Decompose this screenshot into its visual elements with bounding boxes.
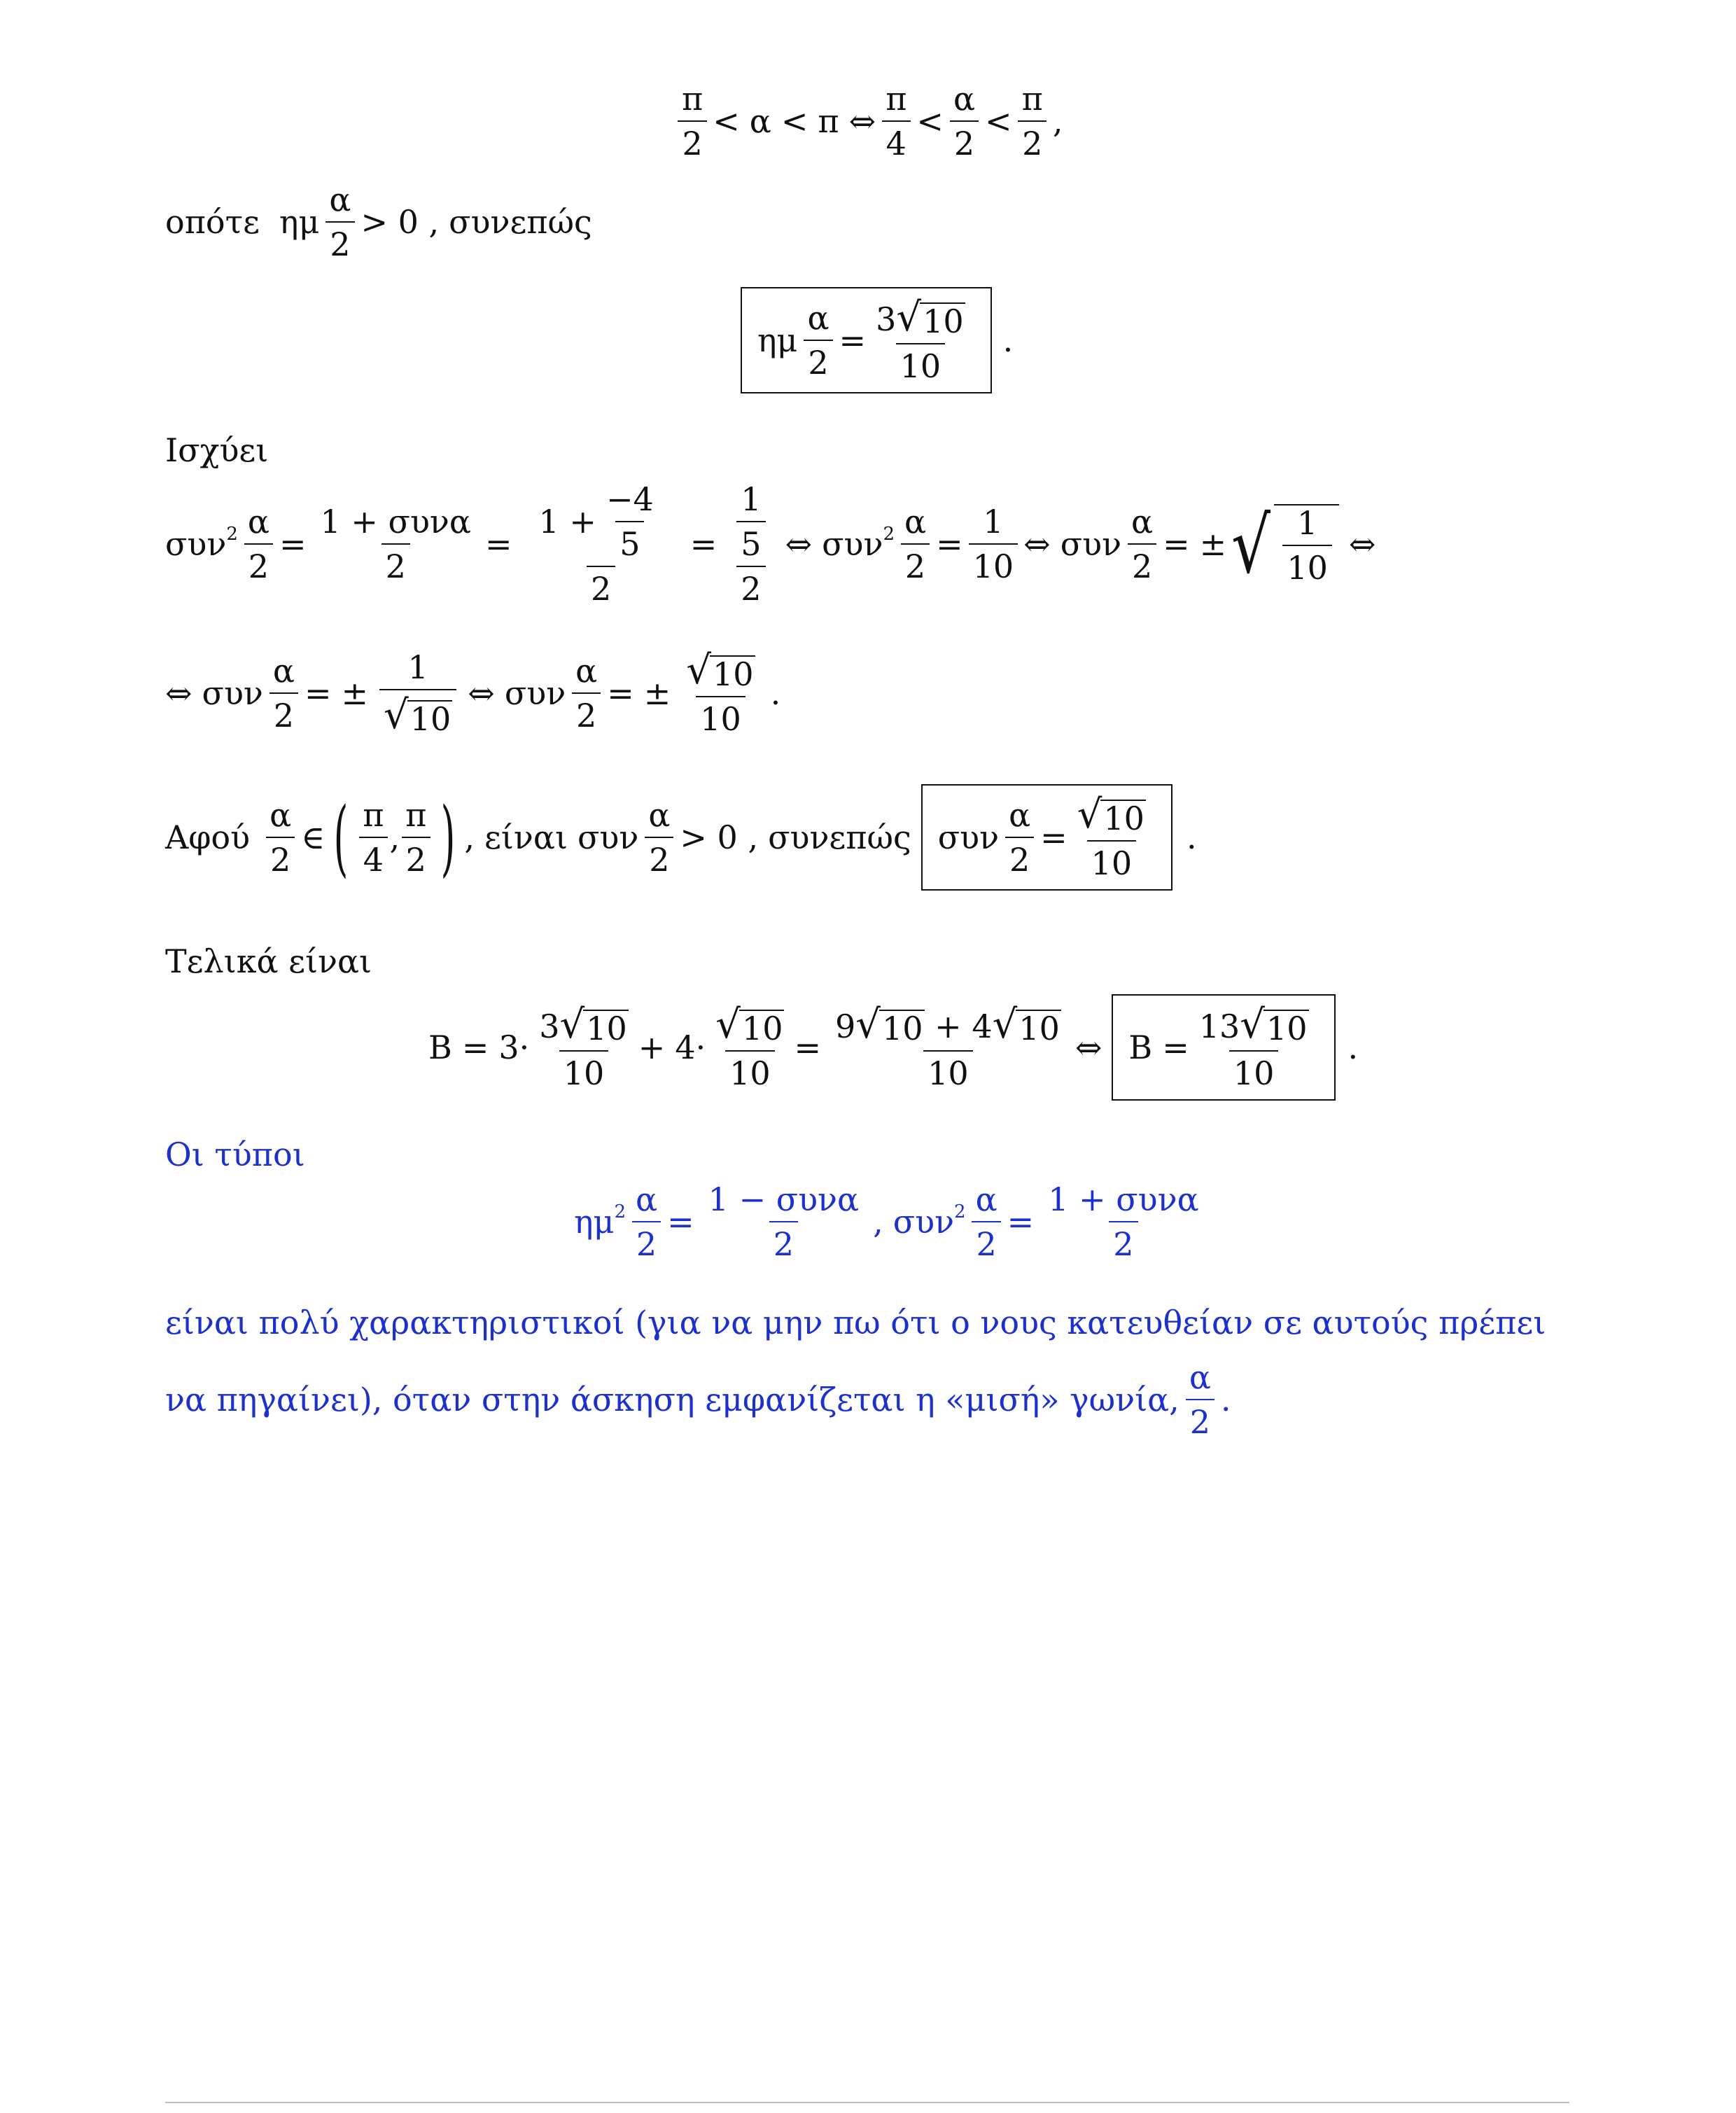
- fraction-alpha-over-2: $\frac{\alpha}{2}$: [571, 655, 601, 732]
- sqrt-symbol: √ $\frac{1}{10}$: [1226, 504, 1339, 584]
- fraction-alpha-over-2: $\frac{\alpha}{2}$: [972, 1183, 1002, 1260]
- result-box: ημ $\frac{\alpha}{2}$ = 3 √ 10 10: [741, 287, 992, 393]
- note-title: Οι τύποι: [165, 1136, 305, 1173]
- fraction-one-plus-cos: $\frac{\text{1 + συνα}}{2}$: [1048, 1180, 1199, 1263]
- boxed-result-eta: ημ $\frac{\alpha}{2}$ = 3 √ 10 10 .: [741, 287, 1013, 393]
- fraction-alpha-over-2: $\frac{\alpha}{2}$: [1127, 505, 1157, 583]
- note-text-line2: να πηγαίνει), όταν στην άσκηση εμφανίζεται η «μισή» γωνία, $\frac{\alpha}{2}$ .: [165, 1358, 1231, 1441]
- fraction-pi-over-2: $\frac{\pi}{2}$: [678, 83, 707, 160]
- sqrt-symbol: √ 10: [686, 648, 754, 693]
- fraction-alpha-over-2: $\frac{\alpha}{2}$: [265, 799, 295, 876]
- footer-divider: [165, 2102, 1569, 2103]
- fraction-alpha-over-2: $\frac{\alpha}{2}$: [325, 183, 355, 260]
- fraction-13sqrt10-over-10: 13 √ 10 10: [1198, 1002, 1308, 1092]
- fraction-sum: 9 √ 10 + 4 √ 10 10: [835, 1002, 1060, 1092]
- fraction-alpha-over-2: $\frac{\alpha}{2}$: [644, 799, 674, 876]
- equation-angle-range: $\frac{\pi}{2}$ < α < π ⇔ $\frac{\pi}{4}$ < $\frac{\alpha}{2}$ < $\frac{\pi}{2}$ ,: [672, 83, 1063, 160]
- fraction-minus4-over-5: $\frac{-4}{5}$: [606, 480, 654, 563]
- fraction-sqrt10-over-10: √ 10 10: [715, 1002, 783, 1092]
- fraction-sqrt10-over-10: √ 10 10: [686, 648, 754, 738]
- label-isxyei: Ισχύει: [165, 431, 269, 469]
- fraction-pi-over-4: $\frac{\pi}{4}$: [358, 799, 388, 876]
- fraction-pi-over-2: $\frac{\pi}{2}$: [1018, 83, 1047, 160]
- fraction-complex-a: 1 + $\frac{-4}{5}$ 2: [525, 483, 678, 605]
- fraction-1-over-sqrt10: 1 √ 10: [379, 651, 456, 735]
- sqrt-symbol: √ 10: [1077, 792, 1144, 837]
- sqrt-symbol: √ 10: [992, 1002, 1060, 1047]
- fraction-alpha-over-2: $\frac{\alpha}{2}$: [1185, 1361, 1215, 1438]
- sqrt-symbol: √ 10: [855, 1002, 923, 1047]
- fraction-alpha-over-2: $\frac{\alpha}{2}$: [803, 302, 833, 379]
- result-box: B = 13 √ 10 10: [1112, 994, 1335, 1101]
- fraction-3sqrt10-over-10: 3 √ 10 10: [539, 1002, 627, 1092]
- fraction-pi-over-4: $\frac{\pi}{4}$: [881, 83, 911, 160]
- fraction-3sqrt10-over-10: 3 √ 10 10: [876, 295, 964, 385]
- fraction-alpha-over-2: $\frac{\alpha}{2}$: [949, 83, 979, 160]
- fraction-alpha-over-2: $\frac{\alpha}{2}$: [631, 1183, 662, 1260]
- fraction-1-over-10: $\frac{1}{10}$: [969, 505, 1018, 583]
- sqrt-symbol: √ 10: [896, 295, 964, 340]
- fraction-one-plus-cos: $\frac{\text{1 + συνα}}{2}$: [320, 503, 471, 585]
- equation-cos-squared: συν $^2$ $\frac{\alpha}{2}$ = $\frac{\text{1 + συνα}}{2}$ = 1 + $\frac{-4}{5}$ 2 = $\frac{\frac{1}{5}}{2}$ ⇔ συν $^2$ $\frac{\alpha}{2}$ = $\frac{1}{10}$ ⇔ συν $\frac{\alpha}{2}$ = ± √ $\frac{1}{10}$ ⇔: [165, 480, 1376, 608]
- fraction-alpha-over-2: $\frac{\alpha}{2}$: [900, 505, 930, 583]
- sqrt-symbol: √ 10: [559, 1002, 627, 1047]
- note-formulas: ημ $^2$ $\frac{\alpha}{2}$ = $\frac{\text{1 − συνα}}{2}$ , συν $^2$ $\frac{\alpha}{2}$ = $\frac{\text{1 + συνα}}{2}$: [574, 1183, 1213, 1260]
- fraction-one-minus-cos: $\frac{\text{1 − συνα}}{2}$: [708, 1180, 860, 1263]
- fraction-complex-b: $\frac{\frac{1}{5}}{2}$: [727, 483, 775, 605]
- fraction-alpha-over-2: $\frac{\alpha}{2}$: [269, 655, 299, 732]
- equation-afou: Αφού $\frac{\alpha}{2}$ ∈ ( $\frac{\pi}{4}$ , $\frac{\pi}{2}$ ) , είναι συν $\frac{\alpha}{2}$ > 0 , συνεπώς συν $\frac{\alpha}{2}$ = √ 10 10 .: [165, 784, 1197, 891]
- left-paren: (: [333, 789, 349, 886]
- fraction-alpha-over-2: $\frac{\alpha}{2}$: [244, 505, 274, 583]
- fraction-1-over-5: $\frac{1}{5}$: [736, 483, 765, 560]
- sqrt-symbol: √ 10: [715, 1002, 783, 1047]
- result-box: συν $\frac{\alpha}{2}$ = √ 10 10: [921, 784, 1172, 891]
- equation-final-B: B = 3 · 3 √ 10 10 + 4 · √ 10 10 = 9 √ 10 + 4 √ 10 10 ⇔ B = 13 √ 10 10 .: [428, 994, 1358, 1101]
- fraction-1-over-10: $\frac{1}{10}$: [1282, 507, 1332, 584]
- sqrt-symbol: √ 10: [384, 692, 451, 738]
- equation-cos-half-values: ⇔ συν $\frac{\alpha}{2}$ = ± 1 √ 10 ⇔ συν $\frac{\alpha}{2}$ = ± √ 10 10 .: [165, 648, 781, 738]
- fraction-alpha-over-2: $\frac{\alpha}{2}$: [1004, 799, 1035, 876]
- text-opote: οπότε ημ $\frac{\alpha}{2}$ > 0 , συνεπώς: [165, 181, 592, 263]
- right-paren: ): [441, 789, 456, 886]
- label-telika: Τελικά είναι: [165, 942, 372, 980]
- note-text-line1: είναι πολύ χαρακτηριστικοί (για να μην πω ότι ο νους κατευθείαν σε αυτούς πρέπει: [165, 1304, 1546, 1341]
- fraction-pi-over-2: $\frac{\pi}{2}$: [401, 799, 430, 876]
- fraction-sqrt10-over-10: √ 10 10: [1077, 792, 1144, 882]
- sqrt-symbol: √ 10: [1240, 1002, 1308, 1047]
